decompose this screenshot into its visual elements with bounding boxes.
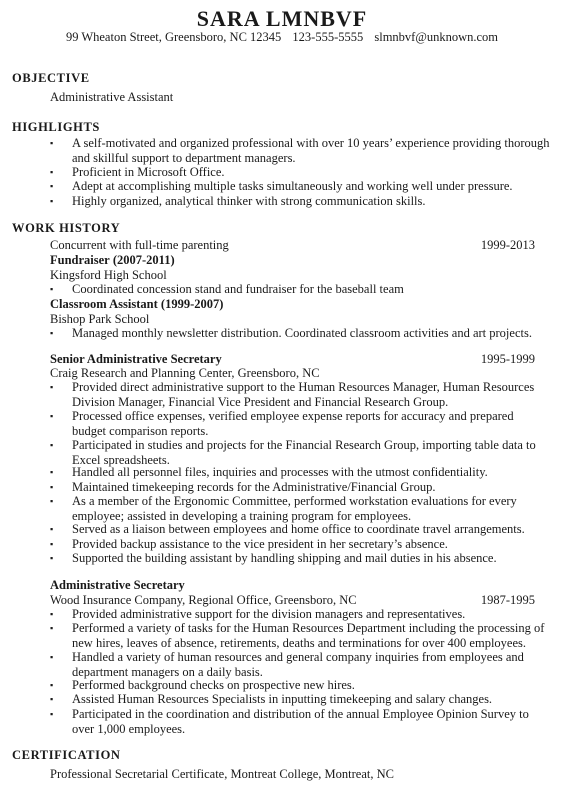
bullet-icon: ▪ bbox=[50, 167, 54, 177]
bullet-icon: ▪ bbox=[50, 709, 54, 719]
admin-dates: 1987-1995 bbox=[480, 593, 535, 607]
list-item bbox=[50, 438, 550, 467]
bullet-icon: ▪ bbox=[50, 553, 54, 563]
list-item-text: Provided backup assistance to the vice president in her secretary’s absence. bbox=[72, 537, 448, 551]
bullet-icon: ▪ bbox=[50, 284, 54, 294]
certification-text: Professional Secretarial Certificate, Montreat College, Montreat, NC bbox=[50, 767, 394, 781]
list-item bbox=[50, 380, 550, 409]
classroom-org: Bishop Park School bbox=[50, 312, 150, 326]
bullet-icon: ▪ bbox=[50, 411, 54, 421]
list-item-text: Provided direct administrative support to the Human Resources Manager, Human Resources Division Manager, Financial Vice President and Financial Research Group. bbox=[72, 380, 535, 409]
phone: 123-555-5555 bbox=[292, 30, 364, 44]
bullet-icon: ▪ bbox=[50, 539, 54, 549]
list-item bbox=[50, 465, 550, 480]
certification-heading: CERTIFICATION bbox=[12, 748, 121, 762]
highlights-heading: HIGHLIGHTS bbox=[12, 120, 100, 134]
bullet-icon: ▪ bbox=[50, 482, 54, 492]
list-item bbox=[50, 179, 550, 194]
list-item-text: Assisted Human Resources Specialists in inputting timekeeping and salary changes. bbox=[72, 692, 493, 706]
senior-org: Craig Research and Planning Center, Greensboro, NC bbox=[50, 366, 320, 380]
list-item-text: Proficient in Microsoft Office. bbox=[72, 165, 225, 179]
list-item-text: A self-motivated and organized professional with over 10 years’ experience providing thorough and skillful support to department managers. bbox=[72, 136, 550, 165]
list-item-text: Maintained timekeeping records for the Administrative/Financial Group. bbox=[72, 480, 436, 494]
senior-title: Senior Administrative Secretary bbox=[50, 352, 222, 366]
list-item bbox=[50, 194, 550, 209]
list-item bbox=[50, 165, 550, 180]
list-item-text: Performed background checks on prospective new hires. bbox=[72, 678, 355, 692]
bullet-icon: ▪ bbox=[50, 440, 54, 450]
list-item-text: Supported the building assistant by handling shipping and mail duties in his absence. bbox=[72, 551, 497, 565]
list-item bbox=[50, 136, 550, 165]
list-item bbox=[50, 480, 550, 495]
list-item bbox=[50, 707, 550, 736]
bullet-icon: ▪ bbox=[50, 196, 54, 206]
list-item bbox=[50, 607, 550, 622]
list-item bbox=[50, 650, 550, 679]
objective-text: Administrative Assistant bbox=[50, 90, 174, 104]
list-item bbox=[50, 621, 550, 650]
bullet-icon: ▪ bbox=[50, 382, 54, 392]
objective-heading: OBJECTIVE bbox=[12, 71, 90, 85]
bullet-icon: ▪ bbox=[50, 138, 54, 148]
list-item-text: Managed monthly newsletter distribution. Coordinated classroom activities and art projects. bbox=[72, 326, 532, 340]
admin-org: Wood Insurance Company, Regional Office, Greensboro, NC bbox=[50, 593, 357, 607]
list-item-text: Processed office expenses, verified employee expense reports for accuracy and prepared budget comparison reports. bbox=[72, 409, 514, 438]
list-item bbox=[50, 537, 550, 552]
list-item-text: Provided administrative support for the division managers and representatives. bbox=[72, 607, 466, 621]
bullet-icon: ▪ bbox=[50, 524, 54, 534]
senior-dates: 1995-1999 bbox=[480, 352, 535, 366]
classroom-dates: (1999-2007) bbox=[160, 297, 224, 311]
list-item-text: Served as a liaison between employees and home office to coordinate travel arrangements. bbox=[72, 522, 525, 536]
list-item-text: Participated in the coordination and distribution of the annual Employee Opinion Survey to over 1,000 employees. bbox=[72, 707, 529, 736]
work-history-heading: WORK HISTORY bbox=[12, 221, 121, 235]
fundraiser-dates: (2007-2011) bbox=[112, 253, 175, 267]
candidate-name: SARA LMNBVF bbox=[196, 6, 368, 31]
list-item bbox=[50, 522, 550, 537]
admin-title: Administrative Secretary bbox=[50, 578, 185, 592]
fundraiser-org: Kingsford High School bbox=[50, 268, 167, 282]
bullet-icon: ▪ bbox=[50, 328, 54, 338]
concurrent-line: Concurrent with full-time parenting bbox=[50, 238, 229, 252]
bullet-icon: ▪ bbox=[50, 623, 54, 633]
list-item bbox=[50, 282, 550, 297]
list-item-text: Adept at accomplishing multiple tasks simultaneously and working well under pressure. bbox=[72, 179, 513, 193]
list-item bbox=[50, 326, 550, 341]
contact-line bbox=[0, 30, 564, 45]
list-item-text: As a member of the Ergonomic Committee, performed workstation evaluations for every employee; assisted in developing a training program for employees. bbox=[72, 494, 517, 523]
email: slmnbvf@unknown.com bbox=[374, 30, 499, 44]
list-item-text: Participated in studies and projects for the Financial Research Group, importing table data to Excel spreadsheets. bbox=[72, 438, 536, 467]
bullet-icon: ▪ bbox=[50, 496, 54, 506]
list-item-text: Handled all personnel files, inquiries and processes with the utmost confidentiality. bbox=[72, 465, 488, 479]
fundraiser-title: Fundraiser bbox=[50, 253, 110, 267]
list-item bbox=[50, 692, 550, 707]
list-item-text: Handled a variety of human resources and general company inquiries from employees and department managers on a daily basis. bbox=[72, 650, 524, 679]
bullet-icon: ▪ bbox=[50, 680, 54, 690]
list-item bbox=[50, 494, 550, 523]
list-item-text: Performed a variety of tasks for the Human Resources Department including the processing of new hires, leaves of absence, retirements, deaths and terminations for over 400 employees. bbox=[72, 621, 545, 650]
classroom-line bbox=[50, 297, 223, 312]
classroom-title: Classroom Assistant bbox=[50, 297, 158, 311]
list-item-text: Coordinated concession stand and fundraiser for the baseball team bbox=[72, 282, 404, 296]
bullet-icon: ▪ bbox=[50, 467, 54, 477]
list-item bbox=[50, 409, 550, 438]
bullet-icon: ▪ bbox=[50, 609, 54, 619]
list-item bbox=[50, 678, 550, 693]
bullet-icon: ▪ bbox=[50, 652, 54, 662]
bullet-icon: ▪ bbox=[50, 181, 54, 191]
concurrent-dates: 1999-2013 bbox=[480, 238, 535, 252]
list-item-text: Highly organized, analytical thinker with strong communication skills. bbox=[72, 194, 426, 208]
list-item bbox=[50, 551, 550, 566]
address: 99 Wheaton Street, Greensboro, NC 12345 bbox=[65, 30, 282, 44]
bullet-icon: ▪ bbox=[50, 694, 54, 704]
fundraiser-line bbox=[50, 253, 175, 268]
